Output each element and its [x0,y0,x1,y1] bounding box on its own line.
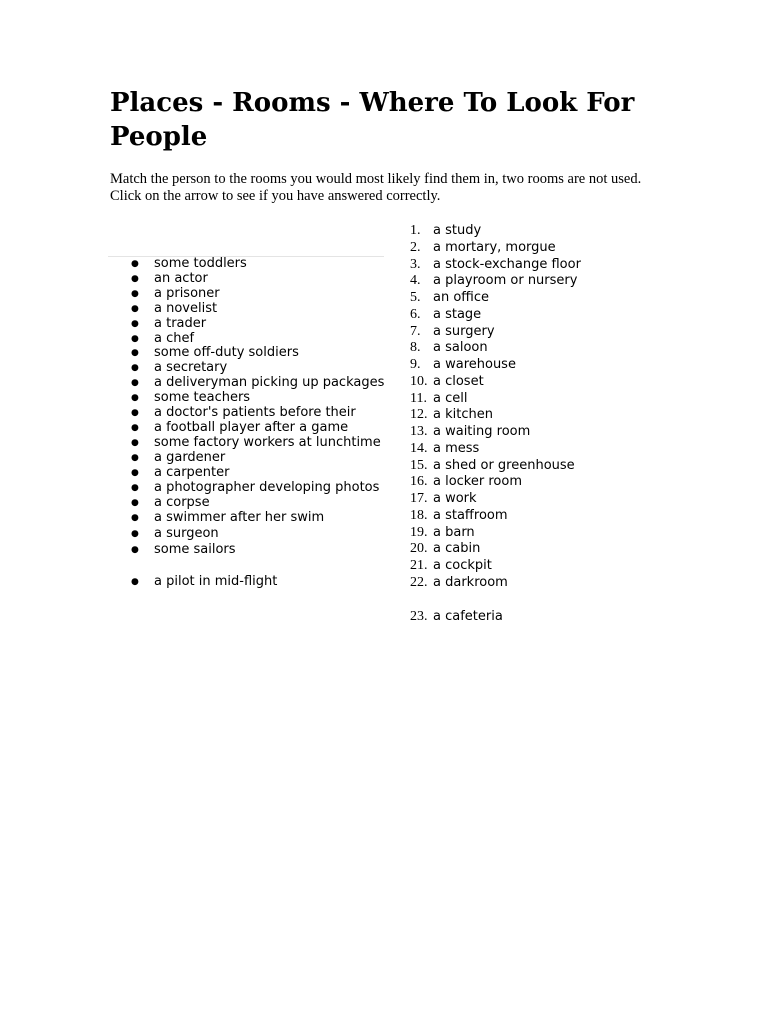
room-label: a shed or greenhouse [433,457,575,473]
person-label: a pilot in mid-flight [154,574,278,590]
room-number: 11. [410,390,427,406]
bullet-icon: ● [131,273,139,284]
room-number: 4. [410,273,421,289]
list-item [408,324,708,341]
room-number: 10. [410,373,428,389]
person-label: a prisoner [154,285,220,301]
room-number: 7. [410,323,421,339]
room-label: a darkroom [433,574,508,590]
list-item [110,287,400,302]
list-item [110,257,400,272]
list-item [110,391,400,406]
room-label: an office [433,290,490,305]
room-number: 20. [410,541,428,557]
list-item [408,357,708,374]
room-label: a locker room [433,474,522,490]
list-item [408,374,708,391]
room-number: 14. [410,440,428,456]
list-item [110,451,400,466]
list-item [408,424,708,441]
list-item [408,474,708,491]
bullet-icon: ● [131,545,139,556]
bullet-icon: ● [131,378,139,389]
room-number: 23. [410,608,428,624]
list-item [408,223,708,240]
list-item [110,317,400,332]
person-label: some factory workers at lunchtime [154,434,381,450]
person-label: an actor [154,270,208,286]
list-item [110,575,400,590]
list-item [110,421,400,436]
person-label: a deliveryman picking up packages [154,375,385,391]
list-item [110,346,400,361]
room-number: 21. [410,558,428,573]
list-item [110,376,400,391]
room-label: a barn [433,524,475,540]
room-number: 1. [410,223,421,238]
room-label: a closet [433,373,484,389]
bullet-icon: ● [131,422,139,433]
bullet-icon: ● [131,393,139,404]
person-label: a football player after a game [154,419,349,435]
room-number: 19. [410,524,428,540]
list-item [408,491,708,508]
list-item [110,511,400,526]
person-label: some toddlers [154,256,247,271]
room-label: a saloon [433,340,488,356]
room-label: a waiting room [433,424,531,439]
bullet-icon: ● [131,529,139,540]
room-label: a study [433,223,482,238]
list-item [110,406,400,421]
room-number: 17. [410,491,428,506]
list-item [110,543,400,558]
room-label: a staffroom [433,507,508,523]
room-label: a warehouse [433,357,516,372]
bullet-icon: ● [131,452,139,463]
list-item [408,441,708,458]
room-label: a cabin [433,541,481,557]
room-label: a cafeteria [433,608,503,624]
list-item [110,272,400,287]
list-item [408,458,708,475]
list-item [408,558,708,575]
bullet-icon: ● [131,482,139,493]
person-label: a novelist [154,300,218,316]
list-item [110,361,400,376]
person-label: some sailors [154,542,236,558]
list-item [408,407,708,424]
room-number: 2. [410,239,421,255]
list-item [408,307,708,324]
list-item [408,575,708,592]
bullet-icon: ● [131,577,139,588]
person-label: a gardener [154,449,226,465]
list-item [408,525,708,542]
room-label: a mortary, morgue [433,239,556,255]
list-item [408,340,708,357]
room-label: a work [433,491,477,506]
bullet-icon: ● [131,363,139,374]
list-item [110,527,400,542]
person-label: some teachers [154,390,251,406]
room-number: 12. [410,407,428,423]
bullet-icon: ● [131,408,139,419]
people-list [110,257,400,590]
list-item [408,290,708,307]
room-label: a mess [433,440,480,456]
bullet-icon: ● [131,303,139,314]
bullet-icon: ● [131,437,139,448]
bullet-icon: ● [131,318,139,329]
person-label: a swimmer after her swim [154,510,325,526]
room-label: a stage [433,306,482,322]
list-item [408,609,708,626]
room-label: a kitchen [433,407,493,423]
bullet-icon: ● [131,288,139,299]
person-label: some off-duty soldiers [154,345,299,361]
list-item [408,240,708,257]
page-title: Places - Rooms - Where To Look For People [110,88,635,152]
rooms-list [408,223,708,625]
room-label: a playroom or nursery [433,273,578,289]
person-label: a corpse [154,494,210,510]
room-number: 6. [410,306,421,322]
list-item [110,332,400,347]
room-number: 18. [410,507,428,523]
person-label: a trader [154,315,207,331]
room-number: 16. [410,474,428,490]
list-item [110,466,400,481]
instructions-text: Match the person to the rooms you would most likely find them in, two rooms are not used. Click on the arrow to see if you have answered correctly. [110,171,642,204]
room-number: 8. [410,340,421,356]
bullet-icon: ● [131,333,139,344]
room-number: 5. [410,290,421,305]
list-item [408,273,708,290]
person-label: a doctor's patients before their [154,405,356,421]
room-number: 15. [410,457,428,473]
list-item [110,436,400,451]
room-label: a cockpit [433,558,492,573]
list-item [110,496,400,511]
list-item [408,257,708,274]
person-label: a secretary [154,360,228,376]
list-item [110,481,400,496]
room-label: a surgery [433,323,495,339]
room-label: a stock-exchange floor [433,256,581,272]
bullet-icon: ● [131,513,139,524]
room-label: a cell [433,390,468,406]
person-label: a chef [154,330,195,346]
list-item [408,508,708,525]
bullet-icon: ● [131,259,139,269]
list-item [110,302,400,317]
person-label: a carpenter [154,464,230,480]
room-number: 3. [410,256,421,272]
person-label: a surgeon [154,526,219,542]
bullet-icon: ● [131,497,139,508]
list-item [408,541,708,558]
list-item [408,391,708,408]
person-label: a photographer developing photos [154,479,380,495]
room-number: 13. [410,424,428,439]
bullet-icon: ● [131,348,139,359]
room-number: 22. [410,574,428,590]
bullet-icon: ● [131,467,139,478]
room-number: 9. [410,357,421,372]
